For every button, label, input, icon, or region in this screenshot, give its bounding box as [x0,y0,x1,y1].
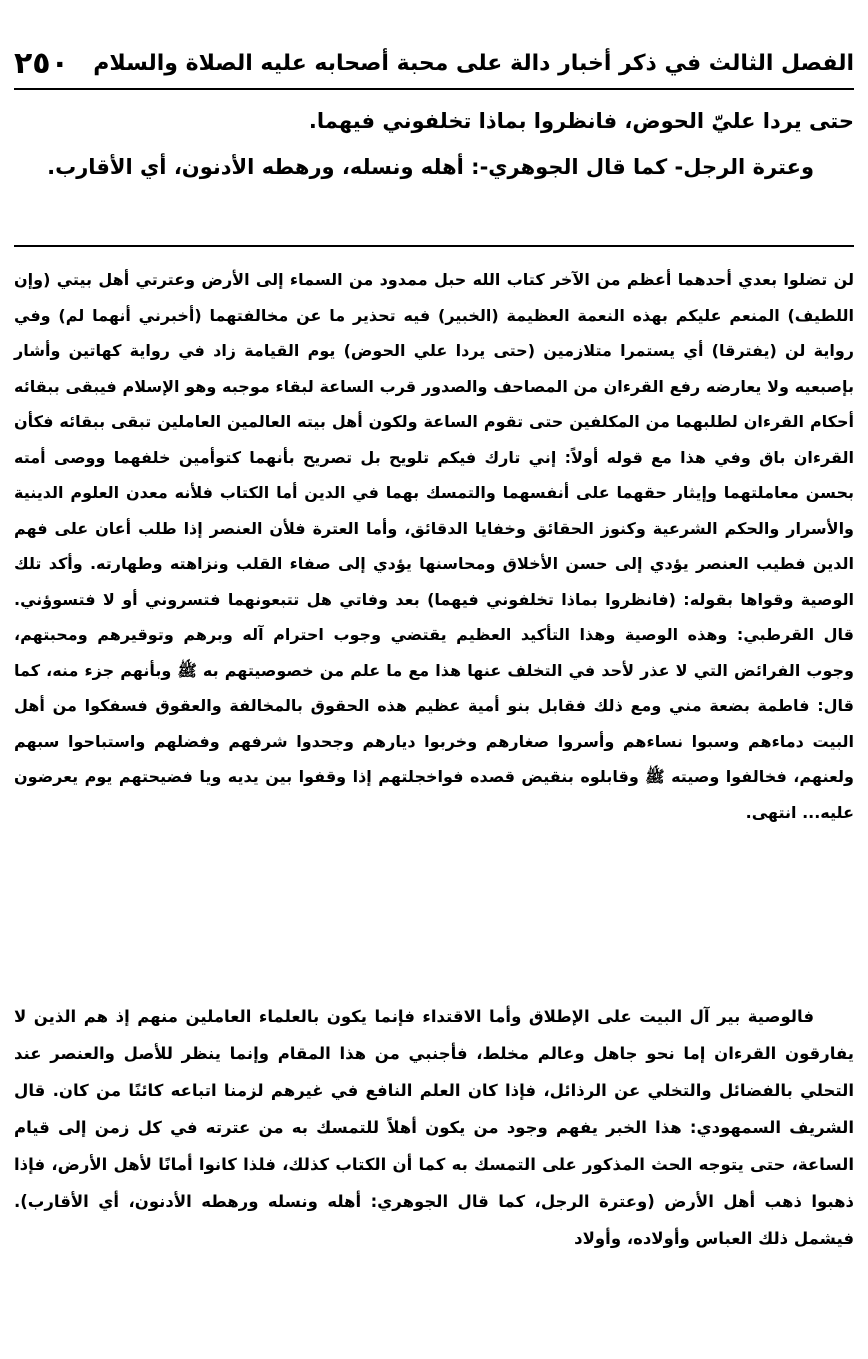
footnote-rule [14,245,854,247]
header-rule [14,88,854,90]
commentary-block [14,262,854,830]
main-text [14,98,854,190]
main-text-paragraph: وعترة الرجل- كما قال الجوهري-: أهله ونسله، ورهطه الأدنون، أي الأقارب. [47,155,814,179]
page-number: ٢٥٠ [14,45,69,81]
commentary-paragraph: لن تضلوا بعدي أحدهما أعظم من الآخر كتاب الله حبل ممدود من السماء إلى الأرض وعترتي أهل بيتي (وإن اللطيف) المنعم عليكم بهذه النعمة العظيمة (الخبير) فيه تحذير ما عن مخالفتهما (أخبرني أنهما لم) وفي رواية لن (يفترقا) أي يستمرا متلازمين (حتى يردا علي الحوض) يوم القيامة زاد في رواية كهاتين وأشار بإصبعيه ولا يعارضه رفع القرءان من المصاحف والصدور قرب الساعة لبقاء موجبه وهو الإسلام فيبقى ببقائه أحكام القرءان لطلبهما من المكلفين حتى تقوم الساعة ولكون أهل بيته العالمين العاملين تبقى ببقائه فكأن القرءان باق وفي هذا مع قوله أولاً: إني تارك فيكم تلويح بل تصريح بأنهما كتوأمين خلفهما ووصى أمته بحسن معاملتهما وإيثار حقهما على أنفسهما والتمسك بهما في الدين أما الكتاب فلأنه معدن العلوم الدينية والأسرار والحكم الشرعية وكنوز الحقائق وخفايا الدقائق، وأما العترة فلأن العنصر إذا طلب أعان على فهم الدين فطيب العنصر يؤدي إلى حسن الأخلاق ومحاسنها يؤدي إلى صفاء القلب ونزاهته وطهارته. وأكد تلك الوصية وقواها بقوله: (فانظروا بماذا تخلفوني فيهما) بعد وفاتي هل تتبعونهما فتسروني أو لا فتسوؤني. قال القرطبي: وهذه الوصية وهذا التأكيد العظيم يقتضي وجوب احترام آله وبرهم وتوقيرهم ومحبتهم، وجوب الفرائض التي لا عذر لأحد في التخلف عنها هذا مع ما علم من خصوصيتهم به ﷺ وبأنهم جزء منه، كما قال: فاطمة بضعة مني ومع ذلك فقابل بنو أمية عظيم هذه الحقوق بالمخالفة والعقوق فسفكوا من أهل البيت دماءهم وسبوا نساءهم وأسروا صغارهم وخربوا ديارهم وجحدوا شرفهم وفضلهم واستباحوا سبهم ولعنهم، فخالفوا وصيته ﷺ وقابلوه بنقيض قصده فواخجلتهم إذا وقفوا بين يديه ويا فضيحتهم يوم يعرضون عليه... انتهى. [14,270,854,822]
continuation-block [14,998,854,1257]
continuation-paragraph: فالوصية بير آل البيت على الإطلاق وأما الاقتداء فإنما يكون بالعلماء العاملين منهم إذ هم الذين لا يفارقون القرءان إما نحو جاهل وعالم مخلط، فأجنبي من هذا المقام وإنما ينظر للأصل والعنصر عند التحلي بالفضائل والتخلي عن الرذائل، فإذا كان العلم النافع في غيرهم لزمنا اتباعه كائنًا من كان. قال الشريف السمهودي: هذا الخبر يفهم وجود من يكون أهلاً للتمسك به من عترته في كل زمن إلى قيام الساعة، حتى يتوجه الحث المذكور على التمسك به كما أن الكتاب كذلك، فلذا كانوا أمانًا لأهل الأرض، فإذا ذهبوا ذهب أهل الأرض (وعترة الرجل، كما قال الجوهري: أهله ونسله ورهطه الأدنون، أي الأقارب). فيشمل ذلك العباس وأولاده، وأولاد [14,1007,854,1248]
page-header [14,40,854,86]
main-text-line: حتى يردا عليّ الحوض، فانظروا بماذا تخلفوني فيهما. [308,109,854,133]
running-title: الفصل الثالث في ذكر أخبار دالة على محبة أصحابه عليه الصلاة والسلام [93,50,854,76]
